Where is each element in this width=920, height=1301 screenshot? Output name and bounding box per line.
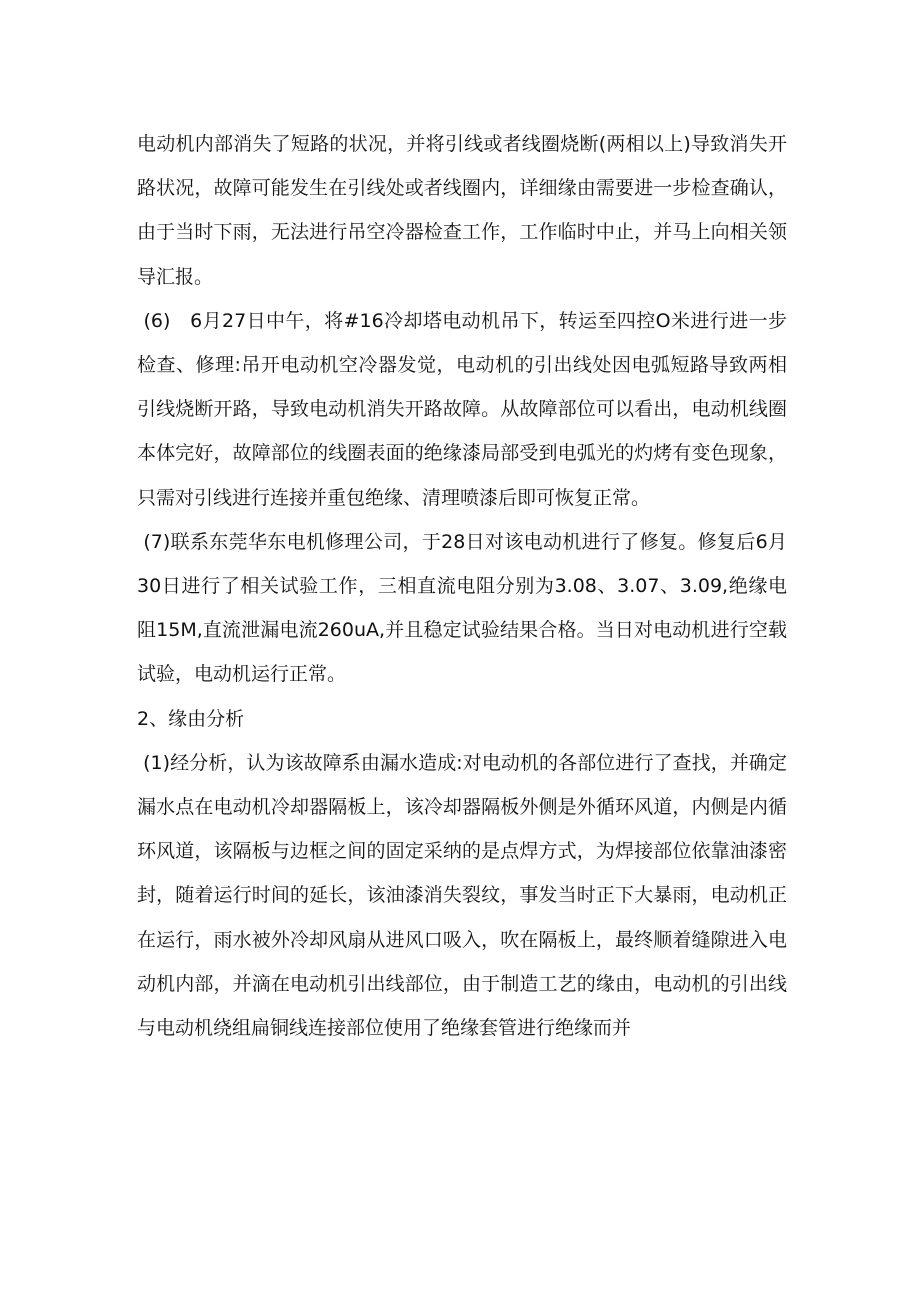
paragraph-step-6: (6) 6月27日中午，将#16冷却塔电动机吊下，转运至四控O米进行进一步检查、修理:吊开电动机空冷器发觉，电动机的引出线处因电弧短路导致两相引线烧断开路，导致电动机消失开路故障。从故障部位可以看出，电动机线圈本体完好，故障部位的线圈表面的绝缘漆局部受到电弧光的灼烤有变色现象，只需对引线进行连接并重包绝缘、清理喷漆后即可恢复正常。 [137, 309, 787, 509]
paragraph-step-7: (7)联系东莞华东电机修理公司，于28日对该电动机进行了修复。修复后6月30日进行了相关试验工作，三相直流电阻分别为3.08、3.07、3.09,绝缘电阻15M,直流泄漏电流260uA,并且稳定试验结果合格。当日对电动机进行空载试验，电动机运行正常。 [137, 530, 787, 686]
paragraph-fault-description: 电动机内部消失了短路的状况，并将引线或者线圈烧断(两相以上)导致消失开路状况，故障可能发生在引线处或者线圈内，详细缘由需要进一步检查确认，由于当时下雨，无法进行吊空冷器检查工作，工作临时中止，并马上向相关领导汇报。 [137, 133, 787, 288]
section-heading-cause-analysis: 2、缘由分析 [137, 707, 245, 730]
paragraph-analysis-1: (1)经分析，认为该故障系由漏水造成:对电动机的各部位进行了查找，并确定漏水点在电动机冷却器隔板上，该冷却器隔板外侧是外循环风道，内侧是内循环风道，该隔板与边框之间的固定采纳的是点焊方式，为焊接部位依靠油漆密封，随着运行时间的延长，该油漆消失裂纹，事发当时正下大暴雨，电动机正在运行，雨水被外冷却风扇从进风口吸入，吹在隔板上，最终顺着缝隙进入电动机内部，并滴在电动机引出线部位，由于制造工艺的缘由，电动机的引出线与电动机绕组扁铜线连接部位使用了绝缘套管进行绝缘而并 [137, 751, 787, 1040]
document-body [137, 122, 787, 1050]
